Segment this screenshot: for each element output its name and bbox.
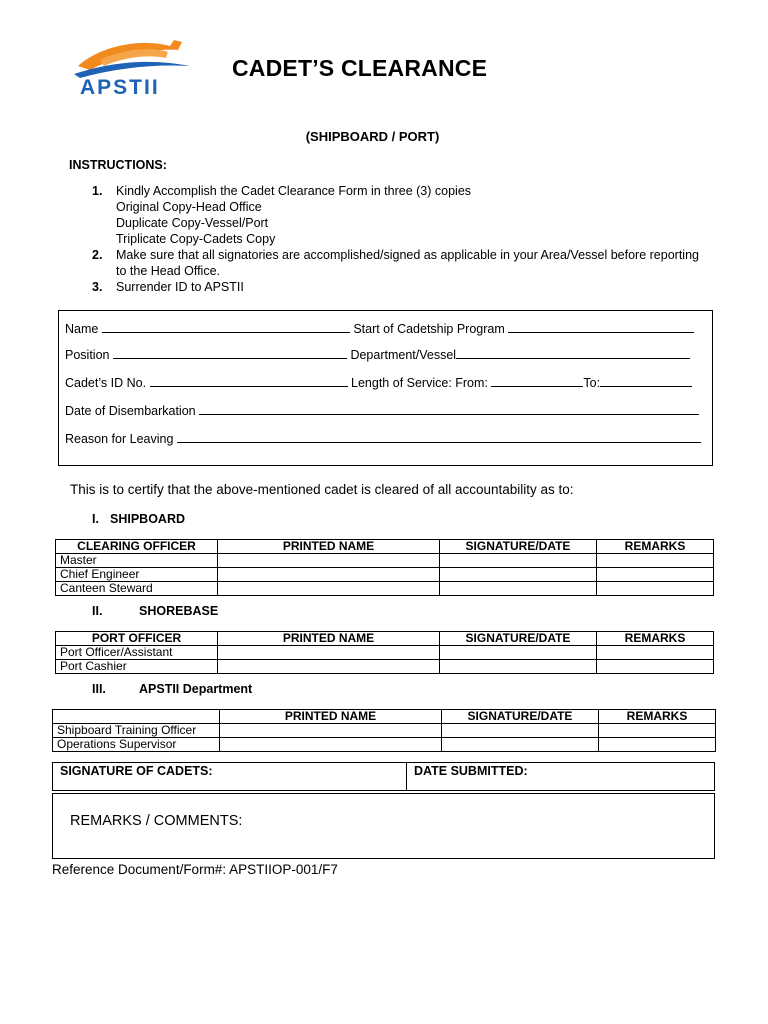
instruction-line: Make sure that all signatories are accomplished/signed as applicable in your Area/Vessel before reporting to the Head Office.	[116, 248, 699, 278]
officer-cell: Operations Supervisor	[53, 738, 220, 752]
signature-cell[interactable]	[442, 724, 599, 738]
signature-cell[interactable]	[440, 554, 597, 568]
column-header: PRINTED NAME	[218, 540, 440, 554]
start-label: Start of Cadetship Program	[353, 322, 505, 336]
reason-row	[65, 432, 701, 446]
to-label: To:	[583, 376, 601, 390]
instruction-line: Surrender ID to APSTII	[116, 280, 244, 294]
table-header-row	[56, 632, 714, 646]
printed-name-cell[interactable]	[218, 554, 440, 568]
table-row	[56, 554, 714, 568]
table-row	[53, 724, 716, 738]
name-label: Name	[65, 322, 99, 336]
remarks-cell[interactable]	[599, 738, 716, 752]
reason-field[interactable]	[177, 432, 701, 443]
column-header: SIGNATURE/DATE	[440, 632, 597, 646]
instruction-line: Original Copy-Head Office	[116, 200, 262, 214]
column-header: SIGNATURE/DATE	[440, 540, 597, 554]
officer-cell: Port Officer/Assistant	[56, 646, 218, 660]
printed-name-cell[interactable]	[218, 568, 440, 582]
position-field[interactable]	[113, 348, 347, 359]
ship-logo-icon	[70, 36, 194, 80]
date-submitted-label: DATE SUBMITTED:	[414, 764, 528, 778]
instructions-heading: INSTRUCTIONS:	[69, 158, 167, 172]
section-shorebase-title: SHOREBASE	[139, 604, 219, 618]
officer-cell: Chief Engineer	[56, 568, 218, 582]
signature-cell[interactable]	[440, 646, 597, 660]
instruction-line: Kindly Accomplish the Cadet Clearance Form in three (3) copies	[116, 184, 472, 198]
name-field[interactable]	[102, 322, 350, 333]
column-header: REMARKS	[599, 710, 716, 724]
disembarkation-row	[65, 404, 699, 418]
from-field[interactable]	[491, 376, 583, 387]
instruction-line: Duplicate Copy-Vessel/Port	[116, 216, 269, 230]
page-subtitle: (SHIPBOARD / PORT)	[305, 129, 440, 144]
section-apstii-number: III.	[92, 682, 106, 696]
column-header: PORT OFFICER	[56, 632, 218, 646]
table-row	[56, 582, 714, 596]
department-label: Department/Vessel	[350, 348, 457, 362]
logo-text: APSTII	[80, 76, 160, 99]
shipboard-table	[55, 539, 714, 596]
instruction-number: 1.	[92, 184, 103, 198]
column-header: SIGNATURE/DATE	[442, 710, 599, 724]
start-field[interactable]	[508, 322, 694, 333]
page-title: CADET’S CLEARANCE	[232, 55, 488, 81]
remarks-cell[interactable]	[597, 582, 714, 596]
signature-cell[interactable]	[440, 660, 597, 674]
printed-name-cell[interactable]	[218, 646, 440, 660]
position-row	[65, 348, 690, 362]
date-submitted-field[interactable]	[407, 763, 714, 790]
printed-name-cell[interactable]	[220, 738, 442, 752]
cadet-id-label: Cadet’s ID No.	[65, 376, 147, 390]
table-header-row	[53, 710, 716, 724]
table-header-row	[56, 540, 714, 554]
shorebase-table	[55, 631, 714, 674]
table-row	[53, 738, 716, 752]
column-header: CLEARING OFFICER	[56, 540, 218, 554]
section-shipboard-title: SHIPBOARD	[110, 512, 186, 526]
cadet-info-box	[58, 310, 713, 466]
officer-cell: Shipboard Training Officer	[53, 724, 220, 738]
signature-cell[interactable]	[440, 568, 597, 582]
position-label: Position	[65, 348, 110, 362]
signature-cell[interactable]	[440, 582, 597, 596]
column-header: REMARKS	[597, 632, 714, 646]
length-label: Length of Service: From:	[351, 376, 488, 390]
officer-cell: Canteen Steward	[56, 582, 218, 596]
remarks-comments-label: REMARKS / COMMENTS:	[70, 813, 243, 829]
officer-cell: Master	[56, 554, 218, 568]
cadet-signature-field[interactable]	[53, 763, 407, 790]
reason-label: Reason for Leaving	[65, 432, 174, 446]
section-shorebase-number: II.	[92, 604, 103, 618]
apstii-logo	[70, 36, 194, 102]
certification-statement: This is to certify that the above-mentioned cadet is cleared of all accountability as to:	[70, 482, 574, 497]
cadet-id-row	[65, 376, 692, 390]
signature-cell[interactable]	[442, 738, 599, 752]
instruction-line: Triplicate Copy-Cadets Copy	[116, 232, 276, 246]
instruction-number: 3.	[92, 280, 103, 294]
column-header	[53, 710, 220, 724]
cadet-signature-label: SIGNATURE OF CADETS:	[60, 764, 213, 778]
table-row	[56, 568, 714, 582]
section-apstii-title: APSTII Department	[139, 682, 253, 696]
reference-document: Reference Document/Form#: APSTIIOP-001/F7	[52, 862, 338, 877]
department-field[interactable]	[456, 348, 690, 359]
officer-cell: Port Cashier	[56, 660, 218, 674]
remarks-comments-box[interactable]	[52, 793, 715, 859]
remarks-cell[interactable]	[597, 660, 714, 674]
instructions-list	[92, 183, 711, 295]
name-row	[65, 322, 694, 336]
disembarkation-field[interactable]	[199, 404, 699, 415]
remarks-cell[interactable]	[597, 568, 714, 582]
disembarkation-label: Date of Disembarkation	[65, 404, 196, 418]
remarks-cell[interactable]	[597, 554, 714, 568]
table-row	[56, 646, 714, 660]
printed-name-cell[interactable]	[220, 724, 442, 738]
printed-name-cell[interactable]	[218, 582, 440, 596]
column-header: PRINTED NAME	[218, 632, 440, 646]
column-header: PRINTED NAME	[220, 710, 442, 724]
column-header: REMARKS	[597, 540, 714, 554]
table-row	[56, 660, 714, 674]
instruction-item	[92, 183, 711, 247]
signature-date-box	[52, 762, 715, 791]
apstii-table	[52, 709, 716, 752]
instruction-item	[92, 247, 711, 279]
remarks-cell[interactable]	[597, 646, 714, 660]
instruction-item	[92, 279, 711, 295]
instruction-number: 2.	[92, 248, 103, 262]
to-field[interactable]	[600, 376, 692, 387]
remarks-cell[interactable]	[599, 724, 716, 738]
cadet-id-field[interactable]	[150, 376, 348, 387]
section-shipboard-number: I.	[92, 512, 99, 526]
printed-name-cell[interactable]	[218, 660, 440, 674]
